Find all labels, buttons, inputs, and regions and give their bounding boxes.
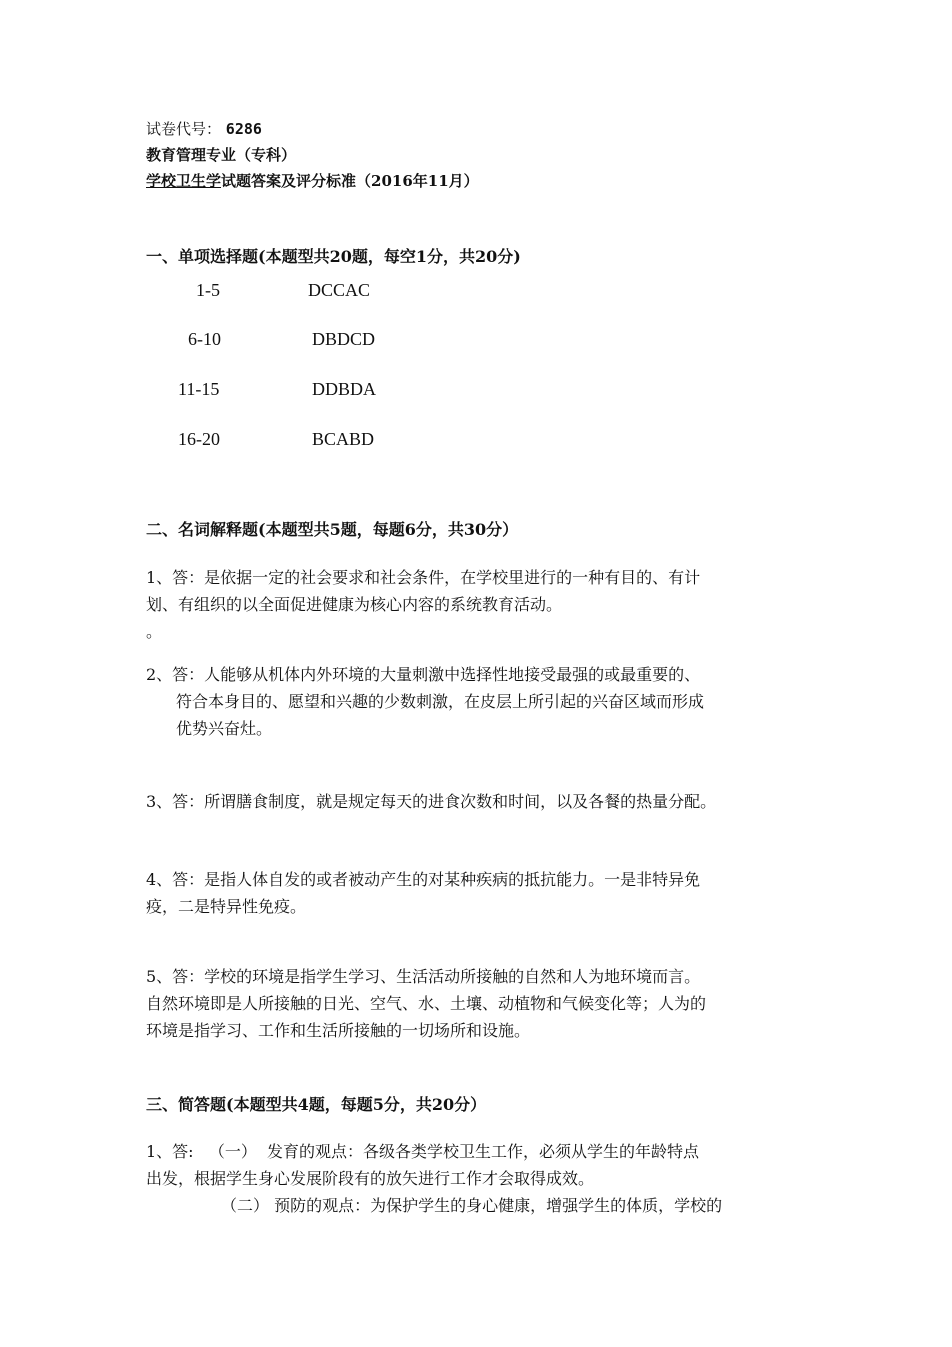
answer-item-3 bbox=[146, 788, 826, 815]
answer-item-4 bbox=[146, 866, 826, 920]
answer-range: 1-5 bbox=[196, 280, 220, 300]
answer-line: 5、答：学校的环境是指学生学习、生活活动所接触的自然和人为地环境而言。 bbox=[146, 967, 701, 986]
answer-line: 自然环境即是人所接触的日光、空气、水、土壤、动植物和气候变化等；人为的 bbox=[146, 994, 707, 1013]
major-title: 教育管理专业（专科） bbox=[146, 146, 297, 164]
answer-range: 6-10 bbox=[188, 329, 221, 349]
answer-line: （二） 预防的观点：为保护学生的身心健康，增强学生的体质，学校的 bbox=[221, 1196, 723, 1215]
answer-item-5 bbox=[146, 963, 826, 1044]
exam-code-label: 试卷代号： bbox=[146, 120, 222, 138]
section1-heading: 一、单项选择题(本题型共20题，每空1分，共20分) bbox=[146, 247, 521, 266]
answer-line: 1、答: （一） 发育的观点：各级各类学校卫生工作，必须从学生的年龄特点 bbox=[146, 1142, 700, 1161]
answer-line: 出发，根据学生身心发展阶段有的放矢进行工作才会取得成效。 bbox=[146, 1169, 595, 1188]
answer-line: 3、答：所谓膳食制度，就是规定每天的进食次数和时间，以及各餐的热量分配。 bbox=[146, 792, 717, 811]
course-name: 学校卫生学 bbox=[146, 172, 222, 190]
answer-line: 优势兴奋灶。 bbox=[176, 719, 273, 738]
answer-line: 。 bbox=[146, 622, 163, 641]
answer-line: 2、答：人能够从机体内外环境的大量刺激中选择性地接受最强的或最重要的、 bbox=[146, 665, 701, 684]
section3-heading: 三、简答题(本题型共4题，每题5分，共20分） bbox=[146, 1095, 487, 1114]
exam-code-value: 6286 bbox=[225, 120, 262, 138]
answer-line: 符合本身目的、愿望和兴趣的少数刺激，在皮层上所引起的兴奋区域而形成 bbox=[176, 692, 705, 711]
answer-line: 划、有组织的以全面促进健康为核心内容的系统教育活动。 bbox=[146, 595, 563, 614]
answer-letters: DCCAC bbox=[308, 280, 371, 300]
exam-code-line bbox=[146, 118, 262, 139]
answer-line: 疫，二是特异性免疫。 bbox=[146, 897, 307, 916]
title-rest: 试题答案及评分标准（2016年11月） bbox=[221, 172, 479, 190]
answer-line: 4、答：是指人体自发的或者被动产生的对某种疾病的抵抗能力。一是非特异免 bbox=[146, 870, 701, 889]
answer-line: 1、答：是依据一定的社会要求和社会条件，在学校里进行的一种有目的、有计 bbox=[146, 568, 701, 587]
answer-range: 16-20 bbox=[178, 429, 220, 449]
answer-letters: BCABD bbox=[312, 429, 375, 449]
document-title bbox=[146, 170, 479, 191]
answer-letters: DBDCD bbox=[312, 329, 376, 349]
short-answer-item-1 bbox=[146, 1138, 826, 1219]
answer-letters: DDBDA bbox=[312, 379, 377, 399]
section2-heading: 二、名词解释题(本题型共5题，每题6分，共30分） bbox=[146, 520, 519, 539]
answer-line: 环境是指学习、工作和生活所接触的一切场所和设施。 bbox=[146, 1021, 531, 1040]
answer-range: 11-15 bbox=[178, 379, 220, 399]
answer-item-1 bbox=[146, 564, 826, 645]
answer-item-2 bbox=[146, 661, 826, 742]
